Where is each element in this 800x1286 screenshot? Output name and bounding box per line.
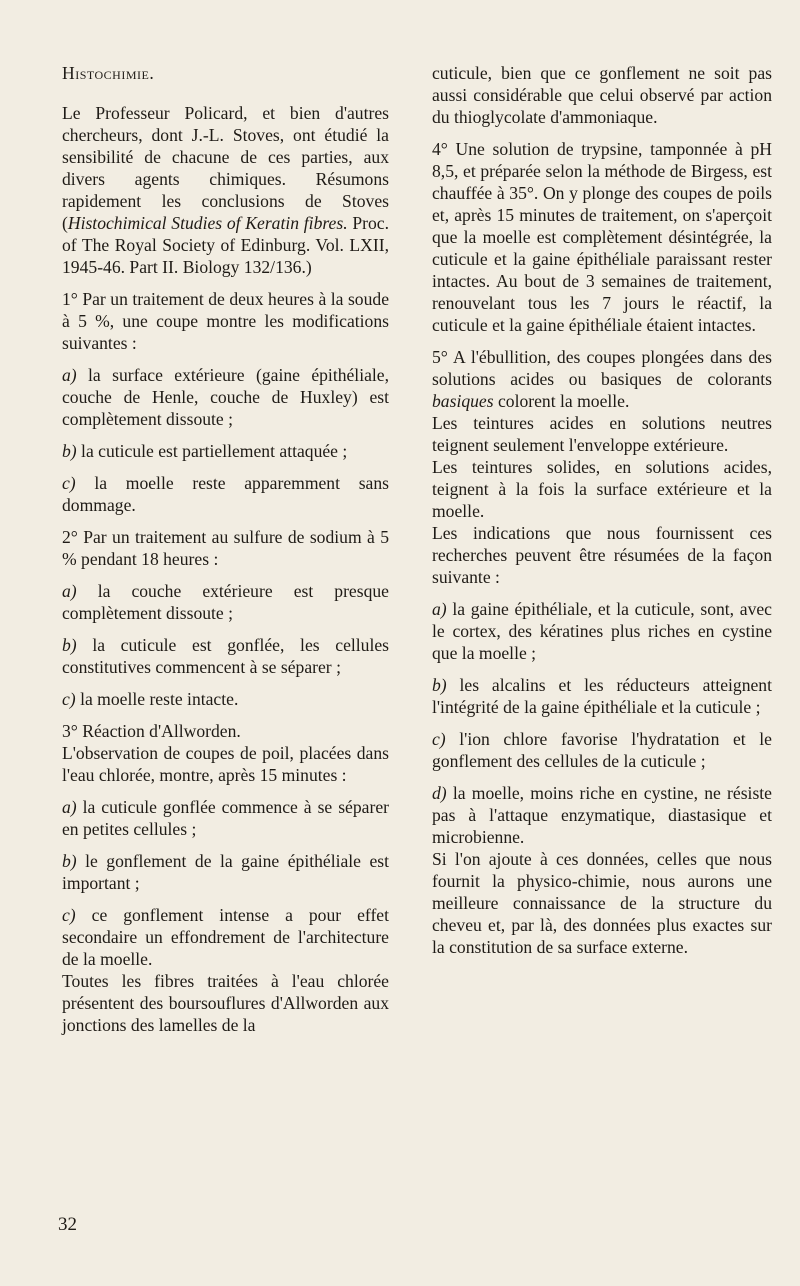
treatment-5-paragraph — [432, 346, 772, 412]
intro-paragraph — [62, 102, 389, 278]
item-letter: b) — [62, 851, 77, 871]
item-text: la gaine épithéliale, et la cuticule, sont, avec le cortex, des kératines plus riches en cystine que la moelle ; — [432, 599, 772, 663]
right-column — [432, 62, 772, 968]
item-text: la moelle, moins riche en cystine, ne résiste pas à l'attaque enzymatique, diastasique et microbienne. — [432, 783, 772, 847]
item-letter: a) — [62, 581, 77, 601]
acid-dyes-line: Les teintures acides en solutions neutres teignent seulement l'enveloppe extérieure. — [432, 413, 772, 455]
item-letter: c) — [62, 473, 76, 493]
treatment-3-item-c — [62, 904, 389, 970]
item-letter: a) — [62, 365, 77, 385]
treatment-3-title: 3° Réaction d'Allworden. — [62, 721, 241, 741]
item-text: le gonflement de la gaine épithéliale est important ; — [62, 851, 389, 893]
item-text: l'ion chlore favorise l'hydratation et le gonflement des cellules de la cuticule ; — [432, 729, 772, 771]
item-text: la cuticule est partiellement attaquée ; — [76, 441, 348, 461]
treatment-5-text-end: colorent la moelle. — [493, 391, 630, 411]
summary-closing: Si l'on ajoute à ces données, celles que nous fournit la physico-chimie, nous aurons une meilleure connaissance de la structure du cheveu et, par là, des données plus exactes sur la constitution de sa surface externe. — [432, 849, 772, 957]
item-letter: b) — [62, 441, 77, 461]
summary-item-b — [432, 674, 772, 718]
left-column — [62, 62, 389, 1046]
summary-item-a — [432, 598, 772, 664]
treatment-2-item-c — [62, 688, 389, 710]
item-text: ce gonflement intense a pour effet secondaire un effondrement de l'architecture de la moelle. — [62, 905, 389, 969]
item-letter: b) — [432, 675, 447, 695]
continuation-paragraph: cuticule, bien que ce gonflement ne soit pas aussi considérable que celui observé par action du thioglycolate d'ammoniaque. — [432, 63, 772, 127]
treatment-3-item-a — [62, 796, 389, 840]
section-heading: Histochimie. — [62, 63, 155, 83]
item-text: la moelle reste apparemment sans dommage. — [62, 473, 389, 515]
item-letter: c) — [62, 689, 76, 709]
page-number: 32 — [58, 1214, 77, 1235]
treatment-5-text: 5° A l'ébullition, des coupes plongées dans des solutions acides ou basiques de colorants — [432, 347, 772, 389]
emphasis-word: basiques — [432, 391, 494, 411]
item-text: la cuticule est gonflée, les cellules constitutives commencent à se séparer ; — [62, 635, 389, 677]
treatment-4-paragraph: 4° Une solution de trypsine, tamponnée à pH 8,5, et préparée selon la méthode de Birgess, est chauffée à 35°. On y plonge des coupes de poils et, après 15 minutes de traitement, on s'aperçoit que la moelle est complètement désintégrée, la cuticule et la gaine épithéliale paraissant rester intactes. Au bout de 3 semaines de traitement, renouvelant tous les 7 jours le réactif, la cuticule et la gaine épithéliale étaient intactes. — [432, 139, 772, 335]
treatment-1-item-c — [62, 472, 389, 516]
treatment-3-intro: L'observation de coupes de poil, placées dans l'eau chlorée, montre, après 15 minutes : — [62, 743, 389, 785]
treatment-1-intro: 1° Par un traitement de deux heures à la soude à 5 %, une coupe montre les modifications suivantes : — [62, 289, 389, 353]
intro-text: Le Professeur Policard, et bien d'autres chercheurs, dont J.-L. Stoves, ont étudié la sensibilité de chacune de ces parties, aux divers agents chimiques. Résumons rapidement les conclusions de Stoves ( — [62, 103, 389, 233]
item-text: les alcalins et les réducteurs atteignent l'intégrité de la gaine épithéliale et la cuticule ; — [432, 675, 772, 717]
item-text: la surface extérieure (gaine épithéliale, couche de Henle, couche de Huxley) est complètement dissoute ; — [62, 365, 389, 429]
item-text: la moelle reste intacte. — [75, 689, 239, 709]
item-text: la couche extérieure est presque complètement dissoute ; — [62, 581, 389, 623]
solid-dyes-line: Les teintures solides, en solutions acides, teignent à la fois la surface extérieure et la moelle. — [432, 457, 772, 521]
summary-item-d — [432, 782, 772, 848]
item-text: la cuticule gonflée commence à se séparer en petites cellules ; — [62, 797, 389, 839]
summary-item-c — [432, 728, 772, 772]
treatment-1-item-a — [62, 364, 389, 430]
treatment-1-item-b — [62, 440, 389, 462]
treatment-3-closing: Toutes les fibres traitées à l'eau chlorée présentent des boursouflures d'Allworden aux jonctions des lamelles de la — [62, 971, 389, 1035]
treatment-3-item-b — [62, 850, 389, 894]
treatment-2-intro: 2° Par un traitement au sulfure de sodium à 5 % pendant 18 heures : — [62, 527, 389, 569]
item-letter: c) — [432, 729, 446, 749]
item-letter: a) — [432, 599, 447, 619]
reference-title: Histochimical Studies of Keratin fibres. — [67, 213, 348, 233]
treatment-2-item-b — [62, 634, 389, 678]
item-letter: d) — [432, 783, 447, 803]
reference-details: Proc. of The Royal Society of Edinburg. Vol. LXII, 1945-46. Part II. Biology 132/136.) — [62, 213, 390, 277]
item-letter: c) — [62, 905, 76, 925]
treatment-2-item-a — [62, 580, 389, 624]
item-letter: b) — [62, 635, 77, 655]
item-letter: a) — [62, 797, 77, 817]
summary-intro: Les indications que nous fournissent ces recherches peuvent être résumées de la façon suivante : — [432, 523, 772, 587]
